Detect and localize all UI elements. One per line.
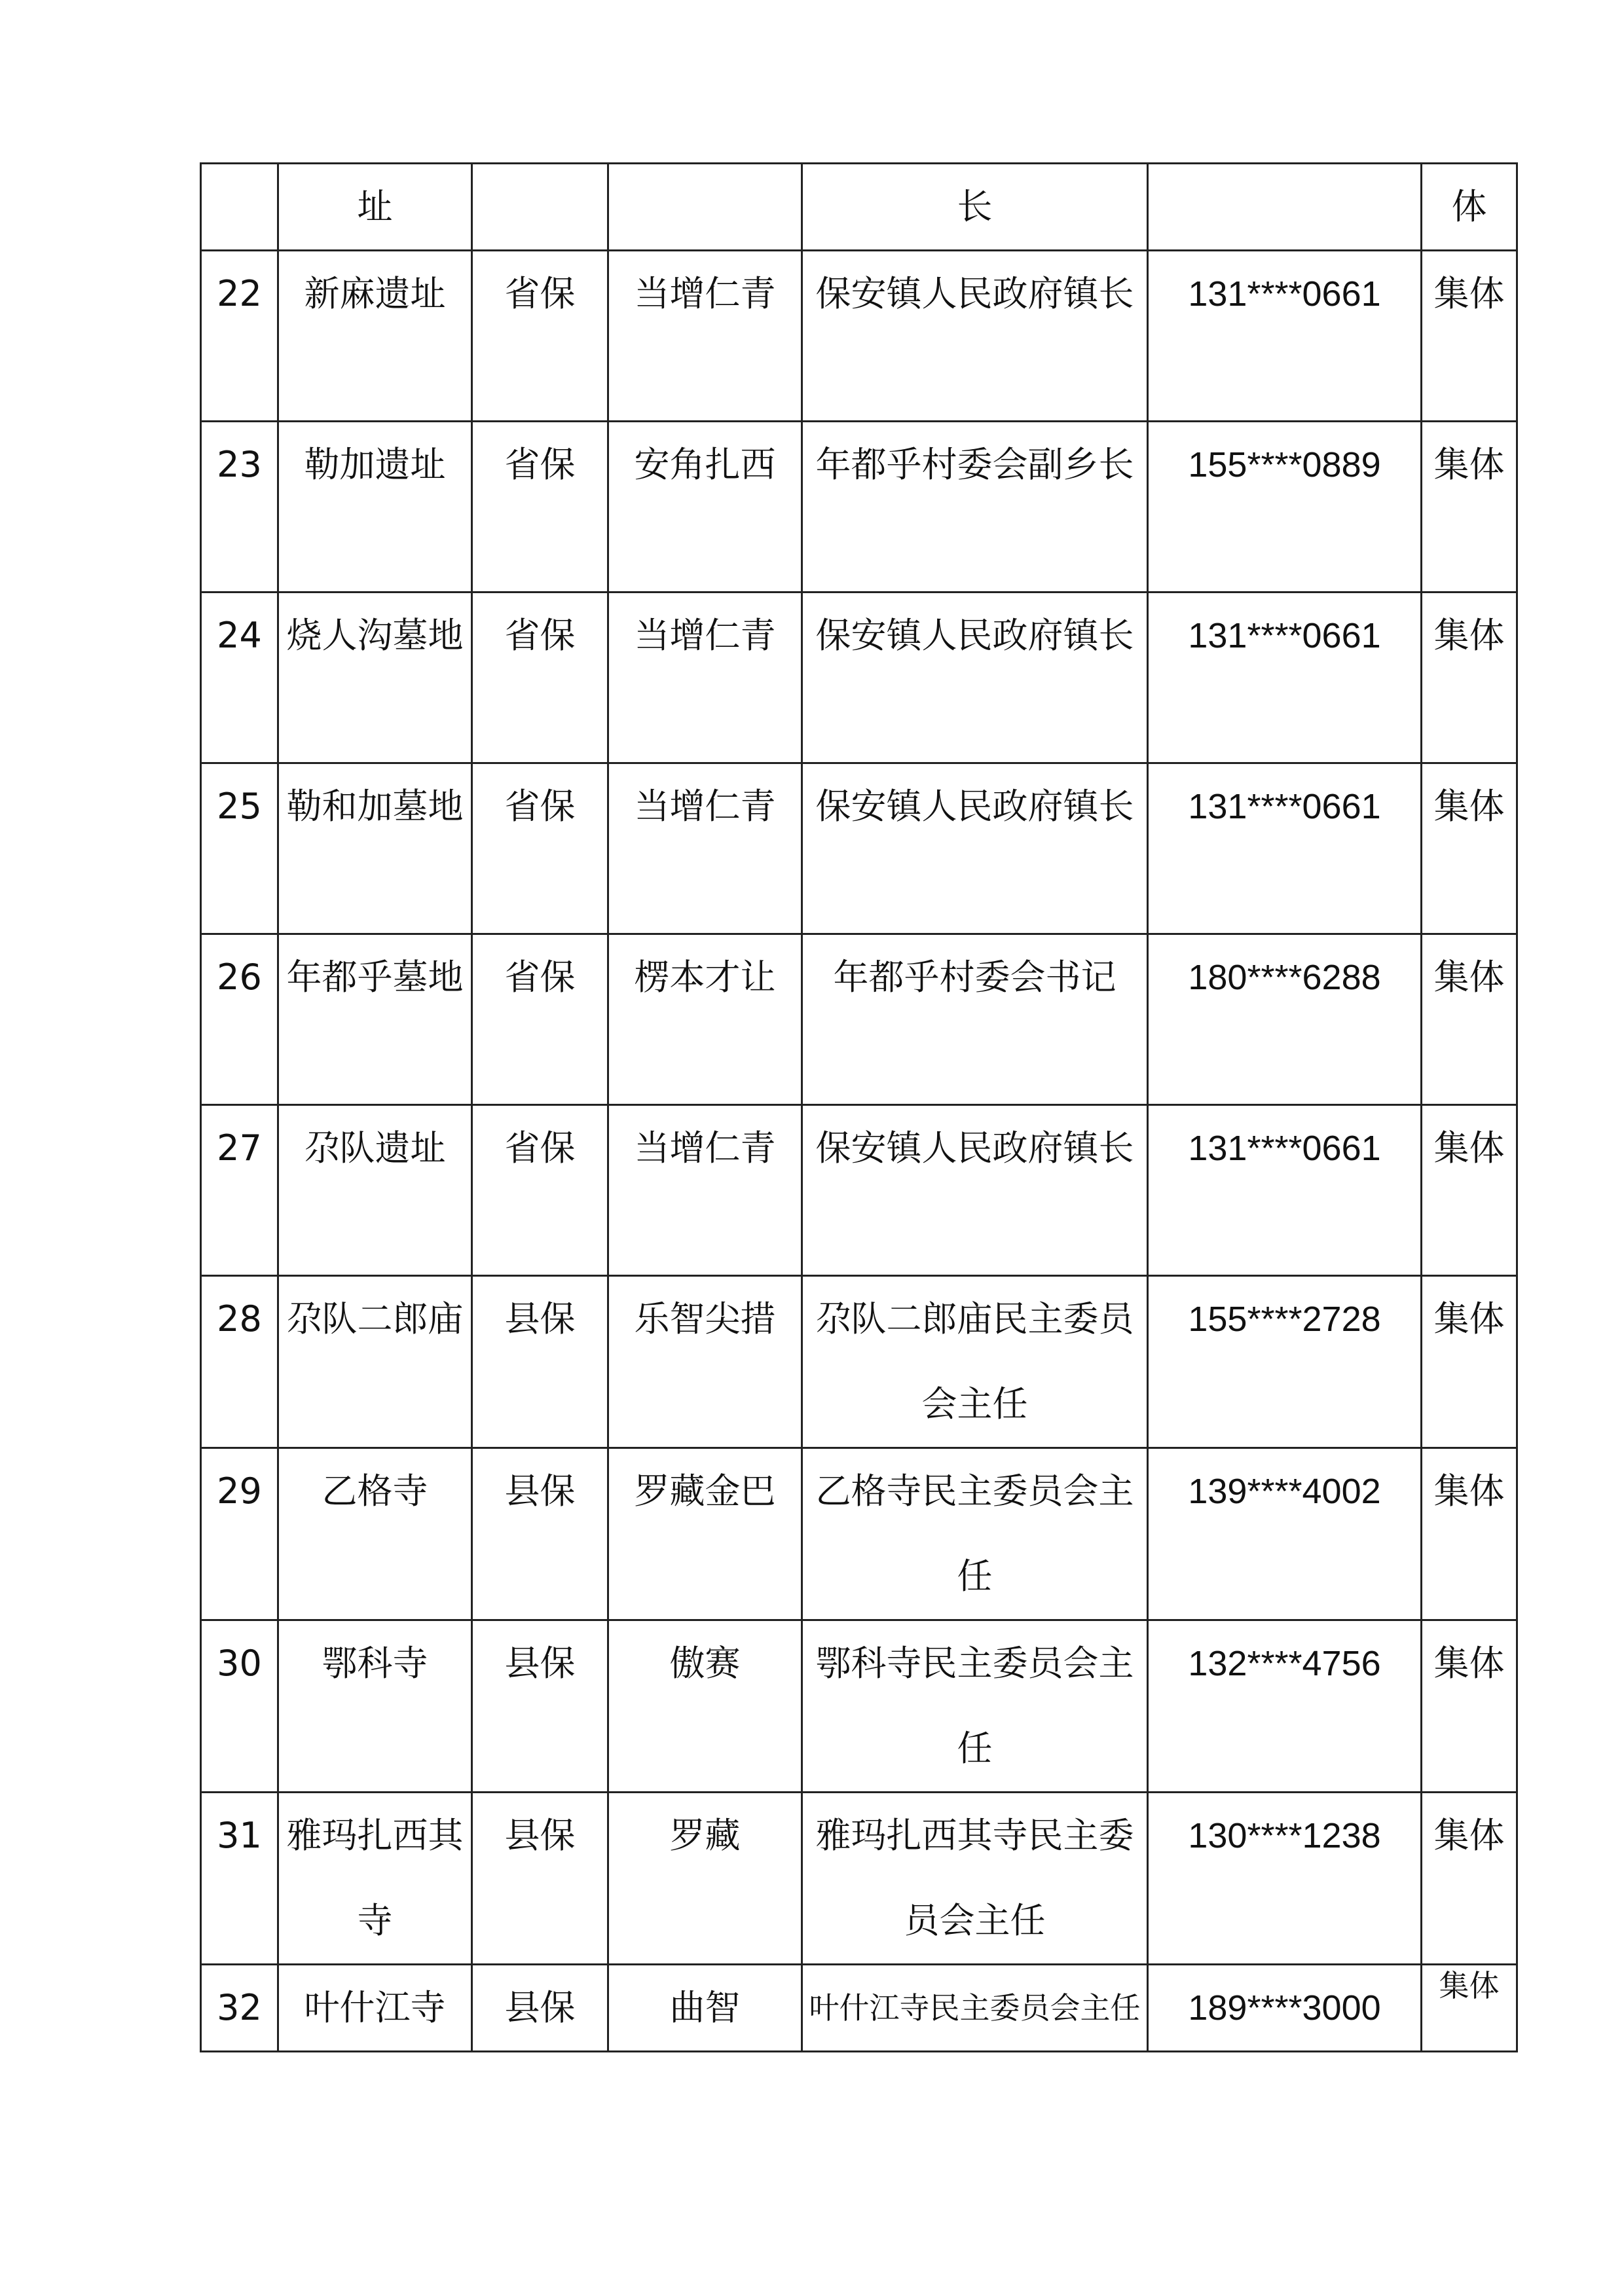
cell-no	[201, 164, 278, 251]
cell-level	[472, 164, 608, 251]
cell-phone: 139****4002	[1148, 1448, 1422, 1620]
cell-phone: 155****2728	[1148, 1276, 1422, 1448]
cell-phone: 131****0661	[1148, 592, 1422, 763]
cell-phone: 180****6288	[1148, 934, 1422, 1105]
cell-nature: 集体	[1422, 1276, 1517, 1448]
cell-level: 省保	[472, 934, 608, 1105]
cell-person	[608, 164, 802, 251]
cell-title: 年都乎村委会书记	[802, 934, 1148, 1105]
cell-nature: 集体	[1422, 251, 1517, 422]
cell-nature: 集体	[1422, 592, 1517, 763]
cell-title: 保安镇人民政府镇长	[802, 251, 1148, 422]
cell-name: 乙格寺	[278, 1448, 472, 1620]
cell-name: 年都乎墓地	[278, 934, 472, 1105]
cell-nature: 集体	[1422, 1448, 1517, 1620]
cell-title: 鄂科寺民主委员会主任	[802, 1620, 1148, 1793]
cell-name: 烧人沟墓地	[278, 592, 472, 763]
table-row	[201, 1105, 1517, 1276]
cell-nature: 集体	[1422, 1105, 1517, 1276]
cell-level: 县保	[472, 1276, 608, 1448]
cell-no: 32	[201, 1965, 278, 2052]
table-row	[201, 934, 1517, 1105]
cell-phone	[1148, 164, 1422, 251]
cell-person: 当增仁青	[608, 592, 802, 763]
cell-phone: 131****0661	[1148, 251, 1422, 422]
cell-person: 傲赛	[608, 1620, 802, 1793]
table-row	[201, 1448, 1517, 1620]
table-row	[201, 1965, 1517, 2052]
cell-nature: 集体	[1422, 1620, 1517, 1793]
cell-no: 24	[201, 592, 278, 763]
cell-title: 年都乎村委会副乡长	[802, 422, 1148, 592]
cell-no: 30	[201, 1620, 278, 1793]
cell-level: 县保	[472, 1793, 608, 1965]
cell-level: 省保	[472, 1105, 608, 1276]
cell-phone: 131****0661	[1148, 1105, 1422, 1276]
table-row	[201, 592, 1517, 763]
heritage-table	[200, 162, 1518, 2052]
cell-level: 县保	[472, 1620, 608, 1793]
table-row	[201, 1620, 1517, 1793]
cell-person: 安角扎西	[608, 422, 802, 592]
cell-level: 省保	[472, 251, 608, 422]
cell-phone: 130****1238	[1148, 1793, 1422, 1965]
cell-level: 省保	[472, 422, 608, 592]
cell-nature: 体	[1422, 164, 1517, 251]
cell-title: 长	[802, 164, 1148, 251]
cell-person: 曲智	[608, 1965, 802, 2052]
cell-nature: 集体	[1422, 1793, 1517, 1965]
cell-no: 28	[201, 1276, 278, 1448]
cell-title: 尕队二郎庙民主委员会主任	[802, 1276, 1148, 1448]
cell-level: 省保	[472, 763, 608, 934]
cell-name: 勒加遗址	[278, 422, 472, 592]
table-row	[201, 1793, 1517, 1965]
cell-no: 25	[201, 763, 278, 934]
cell-nature: 集体	[1422, 422, 1517, 592]
cell-person: 当增仁青	[608, 1105, 802, 1276]
cell-person: 罗藏金巴	[608, 1448, 802, 1620]
table-row	[201, 422, 1517, 592]
cell-title: 保安镇人民政府镇长	[802, 592, 1148, 763]
cell-phone: 155****0889	[1148, 422, 1422, 592]
cell-person: 乐智尖措	[608, 1276, 802, 1448]
cell-phone: 131****0661	[1148, 763, 1422, 934]
cell-phone: 189****3000	[1148, 1965, 1422, 2052]
cell-name: 叶什江寺	[278, 1965, 472, 2052]
cell-person: 当增仁青	[608, 251, 802, 422]
cell-level: 县保	[472, 1965, 608, 2052]
cell-person: 楞本才让	[608, 934, 802, 1105]
cell-no: 22	[201, 251, 278, 422]
table-row	[201, 251, 1517, 422]
cell-title: 保安镇人民政府镇长	[802, 1105, 1148, 1276]
cell-no: 29	[201, 1448, 278, 1620]
table-body	[201, 164, 1517, 2052]
cell-name: 新麻遗址	[278, 251, 472, 422]
cell-name: 勒和加墓地	[278, 763, 472, 934]
cell-person: 罗藏	[608, 1793, 802, 1965]
cell-title: 雅玛扎西其寺民主委员会主任	[802, 1793, 1148, 1965]
cell-name: 尕队遗址	[278, 1105, 472, 1276]
cell-nature: 集体	[1422, 934, 1517, 1105]
cell-level: 县保	[472, 1448, 608, 1620]
cell-no: 23	[201, 422, 278, 592]
table-row	[201, 164, 1517, 251]
cell-phone: 132****4756	[1148, 1620, 1422, 1793]
cell-nature: 集体	[1422, 763, 1517, 934]
cell-nature: 集体	[1422, 1965, 1517, 2052]
table-row	[201, 1276, 1517, 1448]
cell-no: 27	[201, 1105, 278, 1276]
cell-title: 乙格寺民主委员会主任	[802, 1448, 1148, 1620]
cell-person: 当增仁青	[608, 763, 802, 934]
cell-name: 尕队二郎庙	[278, 1276, 472, 1448]
cell-no: 31	[201, 1793, 278, 1965]
cell-level: 省保	[472, 592, 608, 763]
cell-title: 保安镇人民政府镇长	[802, 763, 1148, 934]
cell-name: 址	[278, 164, 472, 251]
cell-name: 雅玛扎西其寺	[278, 1793, 472, 1965]
cell-no: 26	[201, 934, 278, 1105]
cell-name: 鄂科寺	[278, 1620, 472, 1793]
cell-title: 叶什江寺民主委员会主任	[802, 1965, 1148, 2052]
table-row	[201, 763, 1517, 934]
